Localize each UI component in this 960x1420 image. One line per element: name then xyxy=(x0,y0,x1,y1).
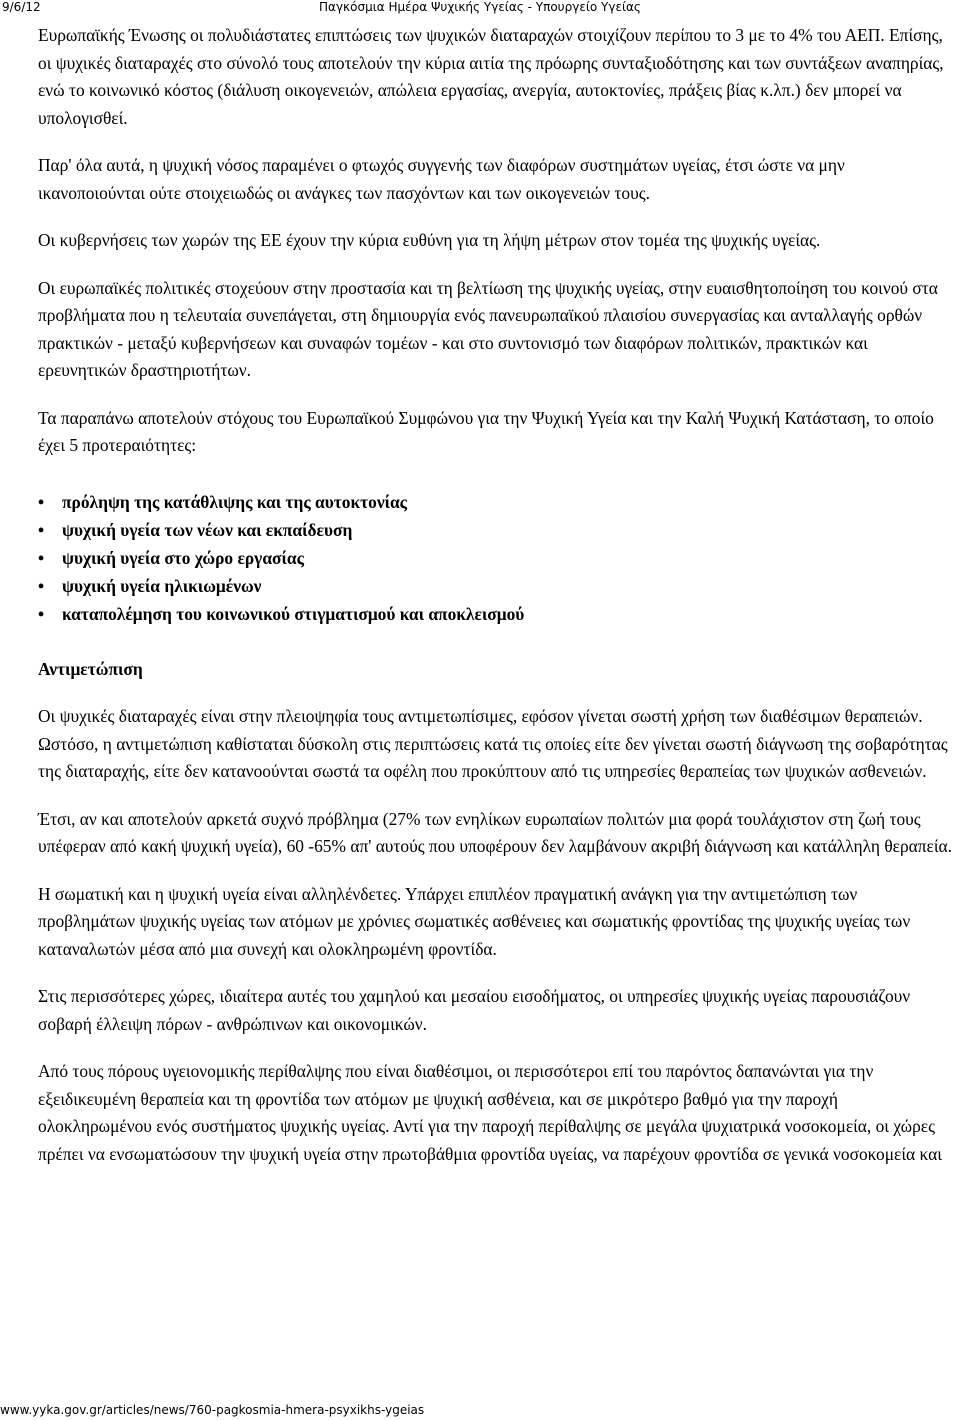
list-item: • ψυχική υγεία των νέων και εκπαίδευση xyxy=(38,516,956,544)
paragraph-prevalence: Έτσι, αν και αποτελούν αρκετά συχνό πρόβλημα (27% των ενηλίκων ευρωπαίων πολιτών μια φορά τουλάχιστον στη ζωή τους υπέφεραν από κακή ψυχική υγεία), 60 -65% απ' αυτούς που υποφέρουν δεν λαμβάνουν ακριβή διάγνωση και κατάλληλη θεραπεία. xyxy=(38,808,952,856)
bullet-icon: • xyxy=(38,575,45,596)
priorities-list xyxy=(38,488,956,628)
section-heading: Αντιμετώπιση xyxy=(38,658,143,679)
paragraph-poor-relative: Παρ' όλα αυτά, η ψυχική νόσος παραμένει ο φτωχός συγγενής των διαφόρων συστημάτων υγείας, έτσι ώστε να μην ικανοποιούνται ούτε στοιχειωδώς οι ανάγκες των πασχόντων και των οικογενειών τους. xyxy=(38,155,845,203)
print-header xyxy=(0,0,960,22)
print-date: 9/6/12 xyxy=(2,0,41,14)
list-item: • καταπολέμηση του κοινωνικού στιγματισμού και αποκλεισμού xyxy=(38,600,956,628)
article-body xyxy=(38,22,956,1188)
paragraph-governments: Οι κυβερνήσεις των χωρών της ΕΕ έχουν την κύρια ευθύνη για τη λήψη μέτρων στον τομέα της ψυχικής υγείας. xyxy=(38,230,821,250)
list-item: • πρόληψη της κατάθλιψης και της αυτοκτονίας xyxy=(38,488,956,516)
bullet-icon: • xyxy=(38,603,45,624)
paragraph-eu-policies: Οι ευρωπαϊκές πολιτικές στοχεύουν στην προστασία και τη βελτίωση της ψυχικής υγείας, στην ευαισθητοποίηση του κοινού στα προβλήματα που η τελευταία συνεπάγεται, στη δημιουργία ενός πανευρωπαϊκού πλαισίου συνεργασίας και ανταλλαγής ορθών πρακτικών - μεταξύ κυβερνήσεων και συναφών τομέων - και στο συντονισμό των διαφόρων πολιτικών, πρακτικών και ερευνητικών δραστηριοτήτων. xyxy=(38,277,938,380)
paragraph-resources: Στις περισσότερες χώρες, ιδιαίτερα αυτές του χαμηλού και μεσαίου εισοδήματος, οι υπηρεσίες ψυχικής υγείας παρουσιάζουν σοβαρή έλλειψη πόρων - ανθρώπινων και οικονομικών. xyxy=(38,986,911,1034)
paragraph-cost: Ευρωπαϊκής Ένωσης οι πολυδιάστατες επιπτώσεις των ψυχικών διαταραχών στοιχίζουν περίπου το 3 με το 4% του ΑΕΠ. Επίσης, οι ψυχικές διαταραχές στο σύνολό τους αποτελούν την κύρια αιτία της πρόωρης συνταξιοδότησης και των συντάξεων αναπηρίας, ενώ το κοινωνικό κόστος (διάλυση οικογενειών, απώλεια εργασίας, ανεργία, αυτοκτονίες, πράξεις βίας κ.λπ.) δεν μπορεί να υπολογισθεί. xyxy=(38,25,944,128)
paragraph-physical-mental: Η σωματική και η ψυχική υγεία είναι αλληλένδετες. Υπάρχει επιπλέον πραγματική ανάγκη για την αντιμετώπιση των προβλημάτων ψυχικής υγείας των ατόμων με χρόνιες σωματικές ασθένειες και σωματικής φροντίδας της ψυχικής υγείας των καταναλωτών μέσα από μια συνεχή και ολοκληρωμένη φροντίδα. xyxy=(38,883,911,959)
paragraph-healthcare-resources: Από τους πόρους υγειονομικής περίθαλψης που είναι διαθέσιμοι, οι περισσότεροι επί του παρόντος δαπανώνται για την εξειδικευμένη θεραπεία και τη φροντίδα των ατόμων με ψυχική ασθένεια, και σε μικρότερο βαθμό για την παροχή ολοκληρωμένου ενός συστήματος ψυχικής υγείας. Αντί για την παροχή περίθαλψης σε μεγάλα ψυχιατρικά νοσοκομεία, οι χώρες πρέπει να ενσωματώσουν την ψυχική υγεία στην πρωτοβάθμια φροντίδα υγείας, να παρέχουν φροντίδα σε γενικά νοσοκομεία και xyxy=(38,1061,942,1164)
paragraph-pact-intro: Τα παραπάνω αποτελούν στόχους του Ευρωπαϊκού Συμφώνου για την Ψυχική Υγεία και την Καλή Ψυχική Κατάσταση, το οποίο έχει 5 προτεραιότητες: xyxy=(38,407,934,455)
list-item: • ψυχική υγεία ηλικιωμένων xyxy=(38,572,956,600)
bullet-icon: • xyxy=(38,491,45,512)
paragraph-treatable: Οι ψυχικές διαταραχές είναι στην πλειοψηφία τους αντιμετωπίσιμες, εφόσον γίνεται σωστή χρήση των διαθέσιμων θεραπειών. Ωστόσο, η αντιμετώπιση καθίσταται δύσκολη στις περιπτώσεις κατά τις οποίες είτε δεν γίνεται σωστή διάγνωση της σοβαρότητας της διαταραχής, είτε δεν κατανοούνται σωστά τα οφέλη που προκύπτουν από τις υπηρεσίες θεραπείας των ψυχικών ασθενειών. xyxy=(38,706,948,781)
bullet-icon: • xyxy=(38,547,45,568)
list-item: • ψυχική υγεία στο χώρο εργασίας xyxy=(38,544,956,572)
print-footer-url: www.yyka.gov.gr/articles/news/760-pagkosmia-hmera-psyxikhs-ygeias xyxy=(0,1403,425,1417)
page-title: Παγκόσμια Ημέρα Ψυχικής Υγείας - Υπουργείο Υγείας xyxy=(319,0,641,14)
bullet-icon: • xyxy=(38,519,45,540)
